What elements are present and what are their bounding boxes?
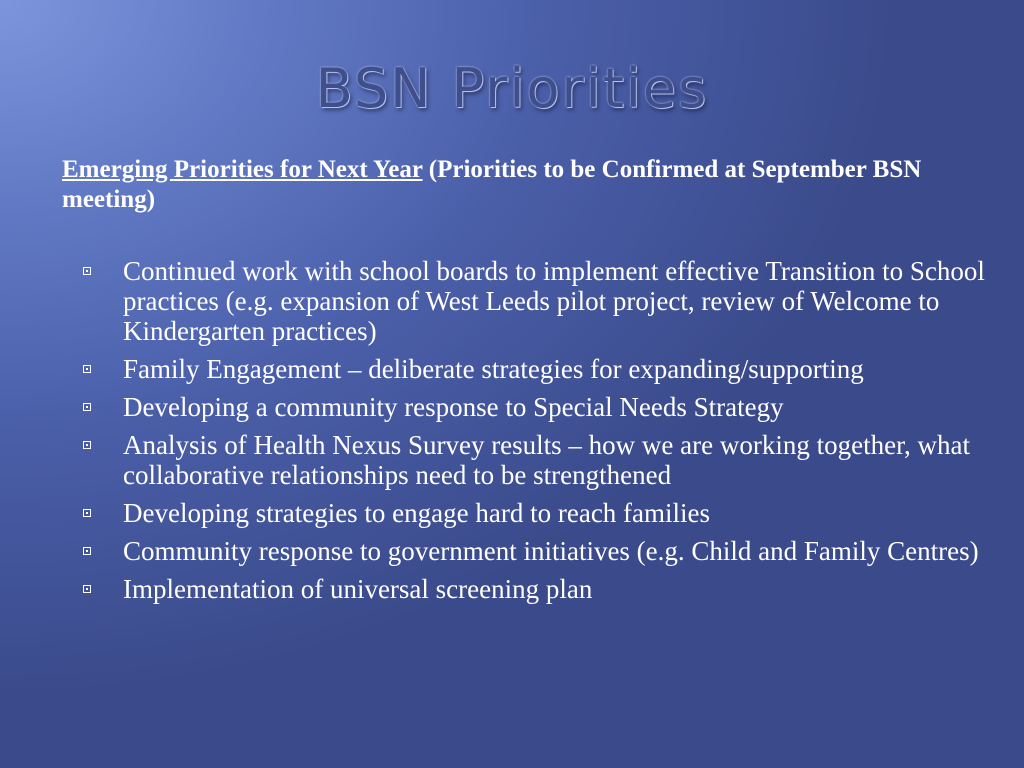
bullet-text: Family Engagement – deliberate strategies for expanding/supporting <box>123 354 864 384</box>
bullet-item <box>80 256 990 346</box>
square-bullet-icon <box>83 509 91 517</box>
slide-subtitle <box>62 155 992 215</box>
square-bullet-icon <box>83 441 91 449</box>
bullet-text: Continued work with school boards to implement effective Transition to School practices (e.g. expansion of West Leeds pilot project, review of Welcome to Kindergarten practices) <box>123 256 985 346</box>
bullet-item <box>80 430 990 490</box>
bullet-text: Analysis of Health Nexus Survey results – how we are working together, what collaborative relationships need to be strengthened <box>123 430 970 490</box>
bullet-text: Developing strategies to engage hard to reach families <box>123 498 711 528</box>
square-bullet-icon <box>83 403 91 411</box>
slide-title: BSN Priorities <box>315 57 709 120</box>
square-bullet-icon <box>83 547 91 555</box>
square-bullet-icon <box>83 365 91 373</box>
bullet-item <box>80 392 990 422</box>
bullet-text: Developing a community response to Special Needs Strategy <box>123 392 784 422</box>
bullet-item <box>80 354 990 384</box>
square-bullet-icon <box>83 267 91 275</box>
bullet-item <box>80 574 990 604</box>
bullet-item <box>80 536 990 566</box>
square-bullet-icon <box>83 585 91 593</box>
bullet-item <box>80 498 990 528</box>
bullet-text: Community response to government initiatives (e.g. Child and Family Centres) <box>123 536 979 566</box>
subtitle-underlined-heading: Emerging Priorities for Next Year <box>62 156 423 183</box>
bullet-text: Implementation of universal screening plan <box>123 574 593 604</box>
bullet-list <box>80 256 990 612</box>
subtitle-note: (Priorities to be Confirmed at September BSN meeting) <box>62 156 922 213</box>
